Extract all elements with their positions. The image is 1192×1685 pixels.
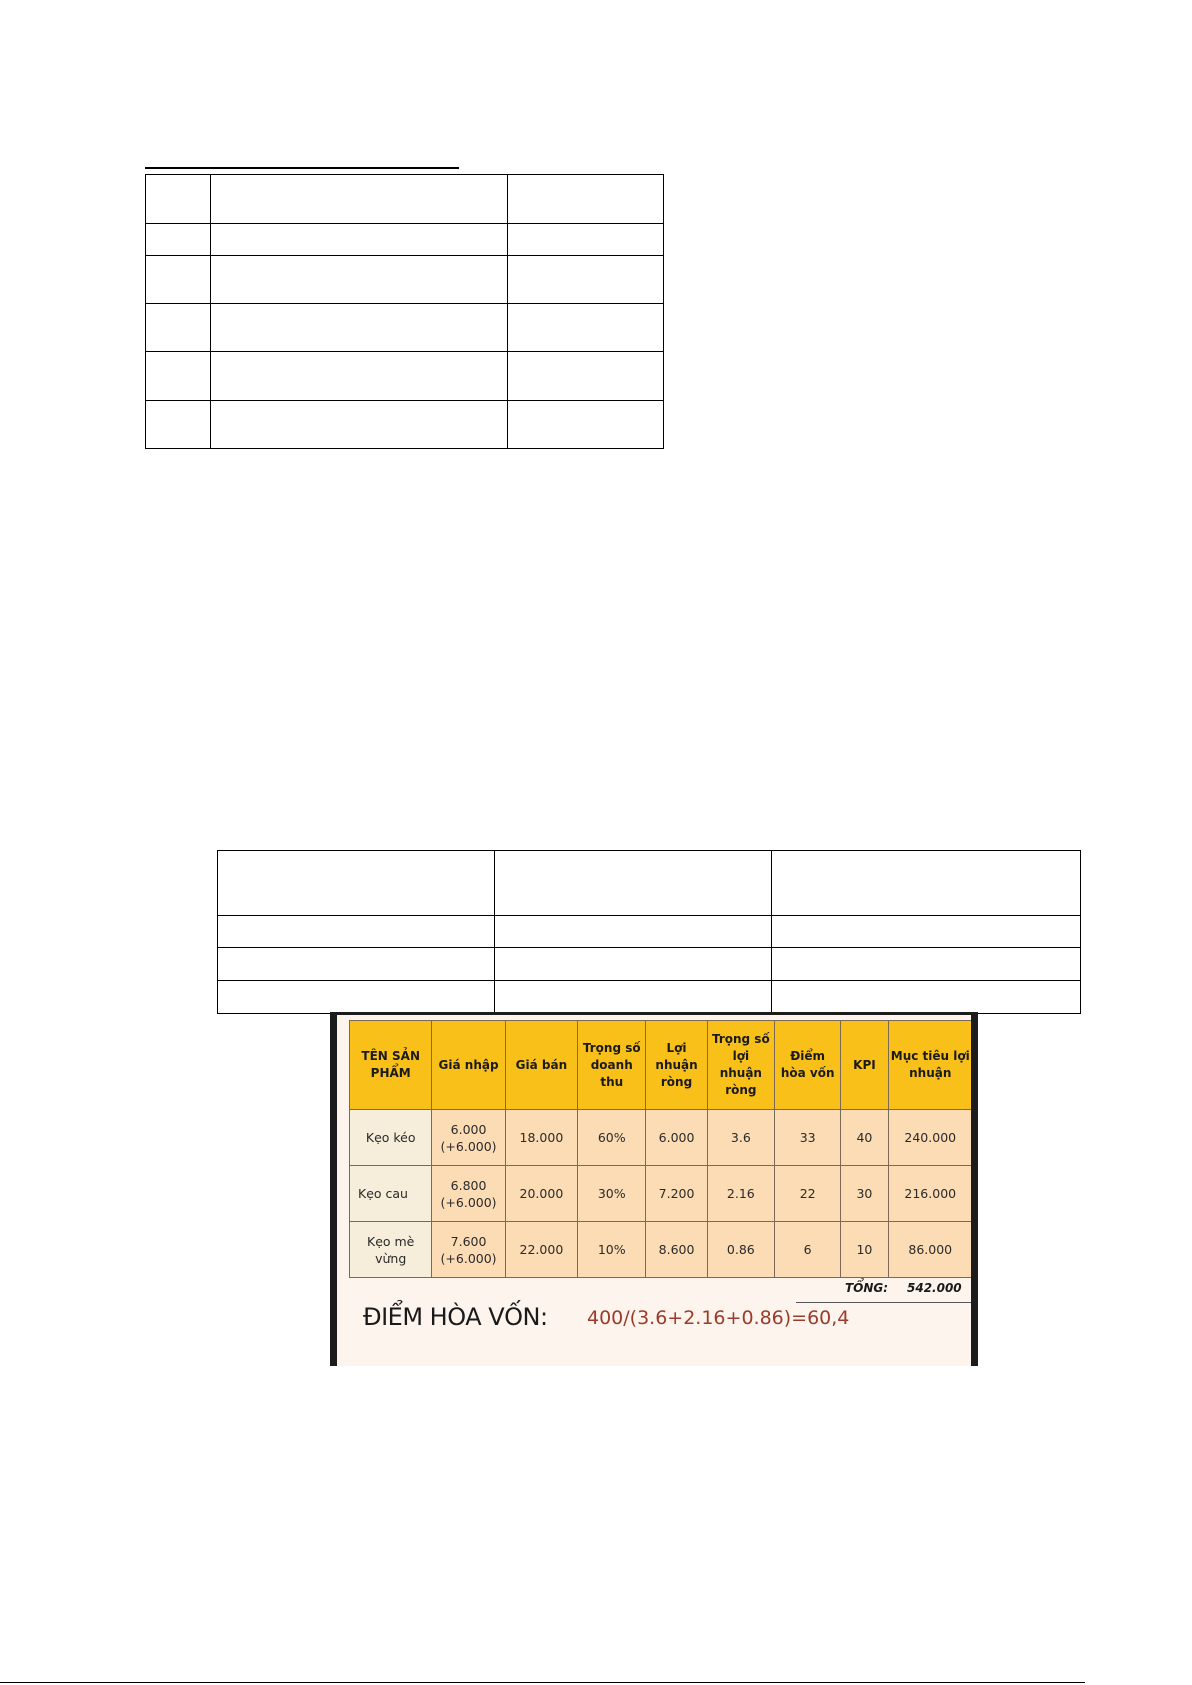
cell-product-name: Kẹo cau bbox=[350, 1166, 432, 1222]
break-even-label: ĐIỂM HÒA VỐN: bbox=[363, 1303, 548, 1331]
total-label: TỔNG: bbox=[845, 1281, 889, 1295]
cell-net-profit: 6.000 bbox=[646, 1110, 707, 1166]
table-row bbox=[350, 1166, 973, 1222]
cell-profit-target: 216.000 bbox=[888, 1166, 972, 1222]
cell-net-profit-weight: 0.86 bbox=[707, 1222, 774, 1278]
table-row bbox=[218, 981, 1081, 1014]
table-row bbox=[146, 224, 664, 256]
header-cost-price: Giá nhập bbox=[432, 1021, 505, 1110]
table-row bbox=[146, 175, 664, 224]
cell-revenue-weight: 60% bbox=[578, 1110, 646, 1166]
cell-product-name: Kẹo kéo bbox=[350, 1110, 432, 1166]
cell-product-name: Kẹo mè vừng bbox=[350, 1222, 432, 1278]
header-net-profit: Lợi nhuận ròng bbox=[646, 1021, 707, 1110]
header-revenue-weight: Trọng số doanh thu bbox=[578, 1021, 646, 1110]
kpi-header-row bbox=[350, 1021, 973, 1110]
total-rule bbox=[796, 1302, 978, 1303]
heading-underline bbox=[145, 167, 459, 169]
cell-kpi: 10 bbox=[841, 1222, 888, 1278]
table-row bbox=[350, 1222, 973, 1278]
break-even-formula: 400/(3.6+2.16+0.86)=60,4 bbox=[587, 1307, 850, 1329]
cell-kpi: 40 bbox=[841, 1110, 888, 1166]
header-break-even: Điểm hòa vốn bbox=[775, 1021, 841, 1110]
page-bottom-rule bbox=[0, 1682, 1085, 1683]
cell-profit-target: 240.000 bbox=[888, 1110, 972, 1166]
cell-break-even: 33 bbox=[775, 1110, 841, 1166]
table-row bbox=[146, 304, 664, 352]
cell-cost-price: 7.600 (+6.000) bbox=[432, 1222, 505, 1278]
table-row bbox=[146, 256, 664, 304]
cell-revenue-weight: 10% bbox=[578, 1222, 646, 1278]
kpi-screenshot bbox=[330, 1012, 978, 1366]
cell-cost-price: 6.000 (+6.000) bbox=[432, 1110, 505, 1166]
total-value: 542.000 bbox=[907, 1281, 962, 1295]
table-row bbox=[146, 352, 664, 401]
cell-net-profit-weight: 3.6 bbox=[707, 1110, 774, 1166]
table-row bbox=[218, 851, 1081, 916]
header-kpi: KPI bbox=[841, 1021, 888, 1110]
empty-table-2 bbox=[217, 850, 1081, 1014]
kpi-table bbox=[349, 1020, 973, 1278]
cell-sale-price: 22.000 bbox=[505, 1222, 577, 1278]
cell-cost-price: 6.800 (+6.000) bbox=[432, 1166, 505, 1222]
cell-net-profit: 8.600 bbox=[646, 1222, 707, 1278]
table-row bbox=[350, 1110, 973, 1166]
table-row bbox=[146, 401, 664, 449]
cell-profit-target: 86.000 bbox=[888, 1222, 972, 1278]
cell-break-even: 6 bbox=[775, 1222, 841, 1278]
header-sale-price: Giá bán bbox=[505, 1021, 577, 1110]
cell-sale-price: 20.000 bbox=[505, 1166, 577, 1222]
cell-break-even: 22 bbox=[775, 1166, 841, 1222]
header-profit-target: Mục tiêu lợi nhuận bbox=[888, 1021, 972, 1110]
cell-net-profit: 7.200 bbox=[646, 1166, 707, 1222]
empty-table-1 bbox=[145, 174, 664, 449]
table-row bbox=[218, 916, 1081, 948]
cell-sale-price: 18.000 bbox=[505, 1110, 577, 1166]
table-row bbox=[218, 948, 1081, 981]
header-product-name: TÊN SẢN PHẨM bbox=[350, 1021, 432, 1110]
cell-net-profit-weight: 2.16 bbox=[707, 1166, 774, 1222]
header-net-profit-weight: Trọng số lợi nhuận ròng bbox=[707, 1021, 774, 1110]
cell-kpi: 30 bbox=[841, 1166, 888, 1222]
cell-revenue-weight: 30% bbox=[578, 1166, 646, 1222]
